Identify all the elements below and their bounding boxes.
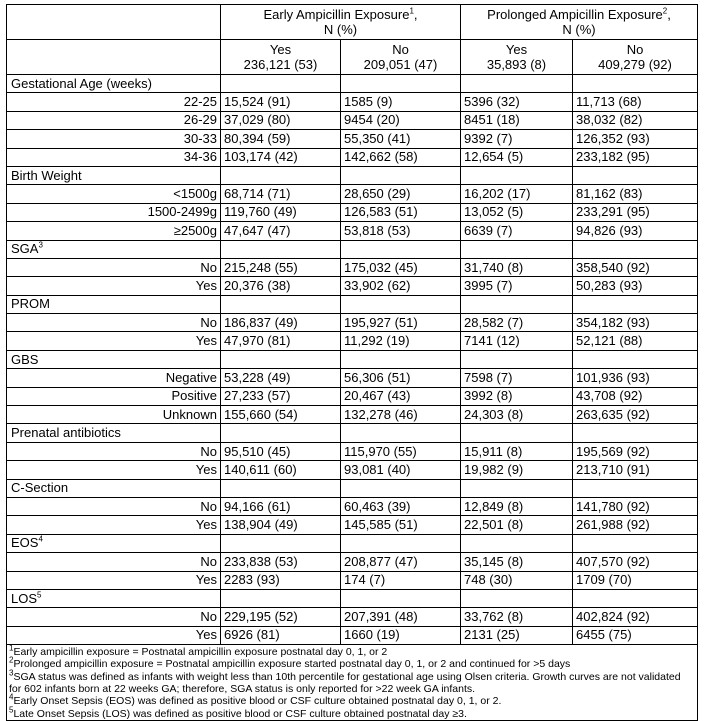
table-cell: 9454 (20) (341, 111, 461, 129)
empty-cell (341, 240, 461, 258)
empty-cell (573, 424, 698, 442)
table-cell: 15,911 (8) (461, 442, 573, 460)
column-header (573, 40, 698, 75)
empty-cell (461, 75, 573, 93)
column-header-total: 35,893 (8) (486, 57, 547, 72)
table-cell: 3995 (7) (461, 277, 573, 295)
table-row (7, 111, 698, 129)
table-cell: 50,283 (93) (573, 277, 698, 295)
empty-cell (461, 479, 573, 497)
section-title-cell (7, 479, 221, 497)
table-cell: 24,303 (8) (461, 406, 573, 424)
section-title-cell (7, 424, 221, 442)
section-title: SGA (11, 241, 39, 257)
table-cell: 195,927 (51) (341, 314, 461, 332)
table-cell: 215,248 (55) (221, 258, 341, 276)
table-cell: 138,904 (49) (221, 516, 341, 534)
empty-cell (573, 166, 698, 184)
table-cell: 35,145 (8) (461, 553, 573, 571)
table-cell: 213,710 (91) (573, 461, 698, 479)
table-cell: 140,611 (60) (221, 461, 341, 479)
table-row (7, 277, 698, 295)
header-group-unit: N (%) (562, 22, 596, 37)
table-cell: 1660 (19) (341, 626, 461, 644)
header-row-columns (7, 40, 698, 75)
row-label: 34-36 (7, 148, 221, 166)
footnote (9, 655, 695, 671)
table-cell: 6455 (75) (573, 626, 698, 644)
empty-cell (461, 589, 573, 607)
table-row (7, 516, 698, 534)
table-row (7, 258, 698, 276)
table-cell: 175,032 (45) (341, 258, 461, 276)
row-label: <1500g (7, 185, 221, 203)
column-header-label: Yes (505, 42, 528, 57)
table-cell: 8451 (18) (461, 111, 573, 129)
footnote (9, 668, 695, 696)
table-cell: 81,162 (83) (573, 185, 698, 203)
table-cell: 142,662 (58) (341, 148, 461, 166)
row-label: No (7, 553, 221, 571)
row-label: ≥2500g (7, 222, 221, 240)
table-cell: 20,376 (38) (221, 277, 341, 295)
table-row (7, 93, 698, 111)
table-cell: 68,714 (71) (221, 185, 341, 203)
table-cell: 56,306 (51) (341, 369, 461, 387)
footnote-marker: 1 (9, 644, 14, 653)
table-cell: 2131 (25) (461, 626, 573, 644)
table-cell: 6639 (7) (461, 222, 573, 240)
table-cell: 28,582 (7) (461, 314, 573, 332)
empty-cell (341, 75, 461, 93)
empty-cell (221, 295, 341, 313)
table-cell: 9392 (7) (461, 130, 573, 148)
footnote (9, 692, 695, 708)
header-group-title-line (464, 7, 694, 22)
table-cell: 1585 (9) (341, 93, 461, 111)
footnote-text: Early Onset Sepsis (EOS) was defined as positive blood or CSF culture obtained postnatal day 0, 1, or 2. (13, 695, 502, 708)
table-cell: 22,501 (8) (461, 516, 573, 534)
table-cell: 101,936 (93) (573, 369, 698, 387)
table-cell: 126,583 (51) (341, 203, 461, 221)
table-cell: 12,654 (5) (461, 148, 573, 166)
empty-cell (341, 295, 461, 313)
section-title: Birth Weight (11, 167, 82, 183)
table-cell: 31,740 (8) (461, 258, 573, 276)
table-cell: 33,762 (8) (461, 608, 573, 626)
table-cell: 2283 (93) (221, 571, 341, 589)
section-title-cell (7, 166, 221, 184)
section-header-row (7, 479, 698, 497)
section-title-cell (7, 295, 221, 313)
table-cell: 126,352 (93) (573, 130, 698, 148)
section-title: Prenatal antibiotics (11, 425, 121, 441)
empty-cell (221, 75, 341, 93)
empty-cell (341, 479, 461, 497)
column-header (221, 40, 341, 75)
section-title: GBS (11, 351, 39, 367)
table-cell: 354,182 (93) (573, 314, 698, 332)
table-cell: 207,391 (48) (341, 608, 461, 626)
row-label: Negative (7, 369, 221, 387)
row-label: 26-29 (7, 111, 221, 129)
table-cell: 233,182 (95) (573, 148, 698, 166)
table-cell: 20,467 (43) (341, 387, 461, 405)
section-header-row (7, 75, 698, 93)
header-group-title: Prolonged Ampicillin Exposure (487, 7, 663, 22)
empty-cell (461, 534, 573, 552)
header-row-groups (7, 5, 698, 40)
table-cell: 1709 (70) (573, 571, 698, 589)
table-cell: 33,902 (62) (341, 277, 461, 295)
column-header-label: Yes (269, 42, 292, 57)
footnote-text: Late Onset Sepsis (LOS) was defined as positive blood or CSF culture obtained postnatal day ≥3. (13, 707, 467, 720)
empty-cell (341, 424, 461, 442)
section-title-cell (7, 589, 221, 607)
header-group-early (221, 5, 461, 40)
table-cell: 407,570 (92) (573, 553, 698, 571)
row-label: No (7, 258, 221, 276)
empty-cell (573, 350, 698, 368)
section-header-row (7, 589, 698, 607)
empty-cell (461, 350, 573, 368)
table-cell: 93,081 (40) (341, 461, 461, 479)
section-header-row (7, 240, 698, 258)
empty-cell (461, 424, 573, 442)
row-label: No (7, 442, 221, 460)
header-empty-cell (7, 5, 221, 40)
row-label: Yes (7, 332, 221, 350)
table-cell: 155,660 (54) (221, 406, 341, 424)
empty-cell (461, 166, 573, 184)
row-label: Yes (7, 277, 221, 295)
footnote-text: Prolonged ampicillin exposure = Postnatal ampicillin exposure started postnatal day 0, 1, or 2 and continued for >5 days (13, 658, 571, 671)
section-header-row (7, 534, 698, 552)
table-cell: 402,824 (92) (573, 608, 698, 626)
table-cell: 95,510 (45) (221, 442, 341, 460)
table-row (7, 148, 698, 166)
footnote (9, 705, 695, 720)
row-label: Yes (7, 516, 221, 534)
empty-cell (341, 350, 461, 368)
table-row (7, 442, 698, 460)
section-title: PROM (11, 296, 50, 312)
empty-cell (573, 295, 698, 313)
table-cell: 5396 (32) (461, 93, 573, 111)
section-title: EOS (11, 535, 39, 551)
table-cell: 103,174 (42) (221, 148, 341, 166)
table-cell: 38,032 (82) (573, 111, 698, 129)
row-label: 30-33 (7, 130, 221, 148)
table-cell: 208,877 (47) (341, 553, 461, 571)
table-cell: 174 (7) (341, 571, 461, 589)
footnote-ref: 1 (409, 6, 414, 16)
table-cell: 7141 (12) (461, 332, 573, 350)
header-group-unit: N (%) (323, 22, 358, 37)
section-title-cell (7, 240, 221, 258)
table-row (7, 553, 698, 571)
footnote-ref: 5 (37, 590, 42, 600)
empty-cell (221, 166, 341, 184)
empty-cell (221, 424, 341, 442)
footnotes (7, 645, 698, 721)
section-title: Gestational Age (weeks) (11, 75, 152, 91)
header-group-title: Early Ampicillin Exposure (263, 7, 410, 22)
table-row (7, 406, 698, 424)
table-row (7, 497, 698, 515)
table-cell: 6926 (81) (221, 626, 341, 644)
table-row (7, 626, 698, 644)
table-cell: 3992 (8) (461, 387, 573, 405)
table-cell: 12,849 (8) (461, 497, 573, 515)
table-row (7, 222, 698, 240)
row-label: Yes (7, 571, 221, 589)
empty-cell (341, 534, 461, 552)
table-cell: 263,635 (92) (573, 406, 698, 424)
table-row (7, 608, 698, 626)
empty-cell (221, 479, 341, 497)
table-cell: 358,540 (92) (573, 258, 698, 276)
table-cell: 11,292 (19) (341, 332, 461, 350)
table-cell: 94,166 (61) (221, 497, 341, 515)
section-header-row (7, 424, 698, 442)
footnote-text: SGA status was defined as infants with weight less than 10th percentile for gestational age using Olsen criteria. Growth curves are not validated for 602 infants born at 22 weeks GA; therefore, SGA status is only reported for >22 week GA infants. (9, 670, 681, 695)
empty-cell (461, 295, 573, 313)
footnote (9, 646, 695, 658)
empty-cell (221, 534, 341, 552)
table-container (6, 4, 698, 721)
table-cell: 132,278 (46) (341, 406, 461, 424)
row-label: Positive (7, 387, 221, 405)
table-cell: 53,228 (49) (221, 369, 341, 387)
table-cell: 145,585 (51) (341, 516, 461, 534)
row-label: No (7, 608, 221, 626)
footnote-marker: 4 (9, 692, 14, 702)
table-row (7, 571, 698, 589)
column-header (341, 40, 461, 75)
table-cell: 28,650 (29) (341, 185, 461, 203)
table-cell: 19,982 (9) (461, 461, 573, 479)
section-title-cell (7, 75, 221, 93)
table-cell: 195,569 (92) (573, 442, 698, 460)
column-header-total: 409,279 (92) (598, 57, 672, 72)
table-row (7, 461, 698, 479)
row-label: Yes (7, 461, 221, 479)
table-cell: 13,052 (5) (461, 203, 573, 221)
empty-cell (573, 240, 698, 258)
footnote-marker: 5 (9, 705, 14, 715)
empty-cell (573, 589, 698, 607)
empty-cell (461, 240, 573, 258)
table-cell: 11,713 (68) (573, 93, 698, 111)
table-cell: 141,780 (92) (573, 497, 698, 515)
table-cell: 47,970 (81) (221, 332, 341, 350)
table-cell: 94,826 (93) (573, 222, 698, 240)
table-row (7, 203, 698, 221)
table-cell: 27,233 (57) (221, 387, 341, 405)
header-group-suffix: , (413, 7, 418, 22)
table-cell: 119,760 (49) (221, 203, 341, 221)
empty-cell (221, 589, 341, 607)
table-cell: 55,350 (41) (341, 130, 461, 148)
table-cell: 52,121 (88) (573, 332, 698, 350)
footnote-ref: 4 (38, 535, 43, 545)
row-label: No (7, 314, 221, 332)
section-header-row (7, 350, 698, 368)
column-header (461, 40, 573, 75)
row-label: Unknown (7, 406, 221, 424)
footnote-ref: 2 (662, 6, 668, 16)
table-cell: 15,524 (91) (221, 93, 341, 111)
empty-cell (341, 166, 461, 184)
column-header-total: 209,051 (47) (363, 57, 438, 72)
table-cell: 47,647 (47) (221, 222, 341, 240)
empty-cell (573, 479, 698, 497)
empty-cell (573, 75, 698, 93)
footnote-marker: 3 (9, 668, 14, 678)
row-label: 1500-2499g (7, 203, 221, 221)
table-row (7, 332, 698, 350)
footnote-text: Early ampicillin exposure = Postnatal ampicillin exposure postnatal day 0, 1, or 2 (13, 646, 388, 659)
table-cell: 53,818 (53) (341, 222, 461, 240)
table-cell: 229,195 (52) (221, 608, 341, 626)
header-group-suffix: , (667, 7, 671, 22)
row-label: Yes (7, 626, 221, 644)
header-group-unit-line (224, 22, 457, 37)
table-cell: 233,838 (53) (221, 553, 341, 571)
table-cell: 60,463 (39) (341, 497, 461, 515)
table-cell: 16,202 (17) (461, 185, 573, 203)
section-title: LOS (11, 590, 38, 606)
table-cell: 233,291 (95) (573, 203, 698, 221)
section-header-row (7, 166, 698, 184)
column-header-total: 236,121 (53) (243, 57, 318, 72)
table-row (7, 185, 698, 203)
table-cell: 748 (30) (461, 571, 573, 589)
row-label: No (7, 497, 221, 515)
table-row (7, 387, 698, 405)
table-cell: 261,988 (92) (573, 516, 698, 534)
section-title-cell (7, 350, 221, 368)
table-row (7, 369, 698, 387)
table-cell: 186,837 (49) (221, 314, 341, 332)
table-cell: 7598 (7) (461, 369, 573, 387)
footnotes-row (7, 645, 698, 721)
empty-cell (221, 240, 341, 258)
section-title: C-Section (11, 480, 69, 496)
column-header-label: No (626, 42, 644, 57)
header-empty-cell (7, 40, 221, 75)
header-group-unit-line (464, 22, 694, 37)
header-group-title-line (224, 7, 457, 22)
ampicillin-exposure-table (6, 4, 698, 721)
table-cell: 80,394 (59) (221, 130, 341, 148)
empty-cell (341, 589, 461, 607)
row-label: 22-25 (7, 93, 221, 111)
table-cell: 37,029 (80) (221, 111, 341, 129)
footnote-ref: 3 (38, 240, 43, 250)
section-title-cell (7, 534, 221, 552)
section-header-row (7, 295, 698, 313)
footnote-marker: 2 (9, 655, 14, 665)
table-cell: 115,970 (55) (341, 442, 461, 460)
header-group-prolonged (461, 5, 698, 40)
table-row (7, 130, 698, 148)
table-row (7, 314, 698, 332)
table-cell: 43,708 (92) (573, 387, 698, 405)
empty-cell (221, 350, 341, 368)
column-header-label: No (392, 42, 409, 57)
empty-cell (573, 534, 698, 552)
